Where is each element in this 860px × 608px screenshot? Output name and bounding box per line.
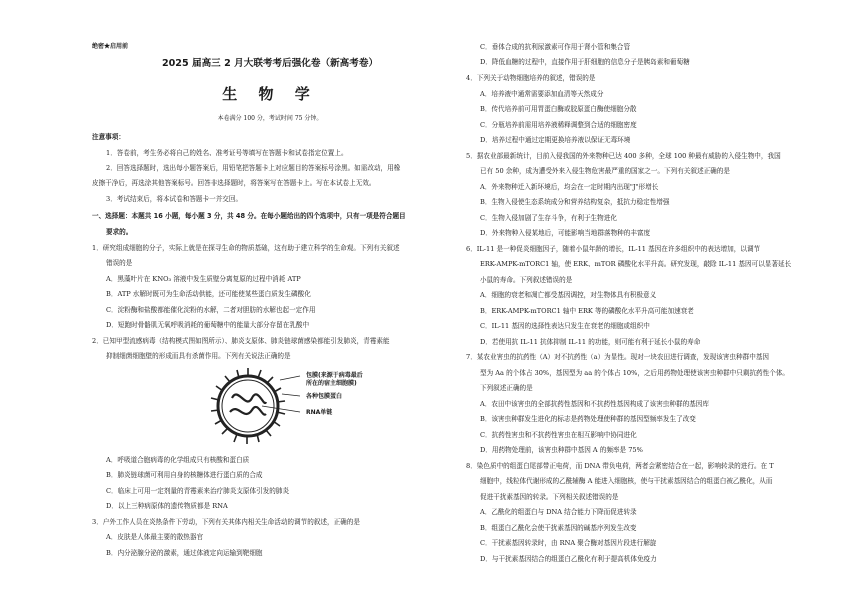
note-line: 3．考试结束后，将本试卷和答题卡一并交回。 bbox=[106, 195, 243, 203]
question-7-stem: 下列叙述正确的是 bbox=[480, 384, 533, 392]
note-line: 1．答卷前，考生务必将自己的姓名、准考证号等填写在答题卡和试卷指定位置上。 bbox=[106, 149, 348, 157]
question-3-stem: 3．户外工作人员在炎热条件下劳动，下列有关其体内相关生命活动的调节的叙述，正确的是 bbox=[92, 518, 360, 526]
section-heading-cont: 要求的。 bbox=[106, 228, 133, 236]
question-2-stem: 2．已知甲型流感病毒（结构模式图如图所示）、肺炎支原体、肺炎链球菌感染都能引发肺炎，青霉素能 bbox=[92, 337, 390, 345]
envelope-protein-label: 各种包膜蛋白 bbox=[306, 393, 343, 400]
question-option: B．组蛋白乙酰化会使干扰素基因的碱基序列发生改变 bbox=[480, 524, 637, 532]
envelope-label-cont: 所在的宿主细胞膜) bbox=[306, 380, 357, 387]
question-option: D．用药物处理前，该害虫种群中基因 A 的频率是 75% bbox=[480, 446, 643, 454]
question-1-stem: 错误的是 bbox=[106, 259, 133, 267]
question-7-stem: 型为 Aa 的个体占 30%，基因型为 aa 的个体占 10%，之后用药物处理使该害虫种群中只剩抗药性个体。 bbox=[480, 369, 790, 377]
question-1-option: B．ATP 水解时既可为生命活动供能，还可能使某些蛋白质发生磷酸化 bbox=[106, 290, 311, 298]
question-1-stem: 1．研究组成细胞的分子，实际上就是在探寻生命的物质基础，这有助于建立科学的生命观。下列有关叙述 bbox=[92, 244, 400, 252]
question-1-option: C．淀粉酶和盐酸都能催化淀粉的水解，二者对胆肪的水解也起一定作用 bbox=[106, 306, 316, 314]
question-option: B．ERK-AMPK-mTORC1 轴中 ERK 等的磷酸化水平升高可能加速衰老 bbox=[480, 307, 694, 315]
question-option: C．垂体合成的抗利尿激素可作用于肾小管和集合管 bbox=[480, 43, 631, 51]
exam-title: 2025 届高三 2 月大联考考后强化卷（新高考卷） bbox=[161, 58, 379, 69]
note-line: 2．回答选择题时，选出每小题答案后，用铅笔把答题卡上对应题目的答案标号涂黑。如需改动，用橡 bbox=[106, 164, 401, 172]
question-8-stem: 促进干扰素基因的转录。下列相关叙述错误的是 bbox=[480, 493, 619, 501]
question-5-stem: 5．据农业部最新统计，目前入侵我国的外来物种已达 400 多种，全球 100 种最有威胁的入侵生物中，我国 bbox=[466, 152, 781, 160]
question-option: D．与干扰素基因结合的组蛋白乙酰化有利于提高机体免疫力 bbox=[480, 555, 657, 563]
question-option: C．IL-11 基因的选择性表达只发生在衰老的细胞或组织中 bbox=[480, 322, 650, 330]
question-option: C．生物入侵加剧了生存斗争，有利于生物进化 bbox=[480, 214, 617, 222]
question-2-option: B．肺炎链球菌可利用自身的核糖体进行蛋白质的合成 bbox=[106, 471, 263, 479]
question-1-option: A．黑藻叶片在 KNO₃ 溶液中发生质壁分离复原的过程中消耗 ATP bbox=[106, 275, 301, 283]
question-option: D．若使用抗 IL-11 抗体抑制 IL-11 的功能，则可能有利于延长小鼠的寿命 bbox=[480, 338, 701, 346]
question-option: B．传代培养前可用胃蛋白酶或胶原蛋白酶使细胞分散 bbox=[480, 105, 637, 113]
question-4-stem: 4．下列关于动物细胞培养的叙述，错误的是 bbox=[466, 74, 596, 82]
question-8-stem: 细胞中，线粒体代谢形成的乙酰辅酶 A 能进入细胞核，使与干扰素基因结合的组蛋白被乙酰化，从而 bbox=[480, 477, 773, 485]
question-option: D．培养过程中通过定期更换培养液以保证无毒环境 bbox=[480, 136, 631, 144]
question-option: D．降低血糖的过程中，直接作用于肝细胞的信息分子是胰岛素和葡萄糖 bbox=[480, 58, 690, 66]
note-line: 皮擦干净后，再选涂其他答案标号。回答非选择题时，将答案写在答题卡上。写在本试卷上无效。 bbox=[92, 179, 376, 187]
question-option: C．抗药性害虫和不抗药性害虫在相互影响中协同进化 bbox=[480, 431, 637, 439]
inner-membrane bbox=[222, 380, 274, 432]
question-option: A．培养液中通常需要添加血清等天然成分 bbox=[480, 90, 604, 98]
question-option: A．农田中该害虫的全部抗药性基因和不抗药性基因构成了该害虫种群的基因库 bbox=[480, 400, 709, 408]
question-option: B．生物入侵使生态系统成分和营养结构复杂，抵抗力稳定性增强 bbox=[480, 198, 670, 206]
section-heading: 一、选择题：本题共 16 小题，每小题 3 分，共 48 分。在每小题给出的四个选项中，只有一项是符合题目 bbox=[92, 212, 406, 220]
question-2-option: C．临床上可用一定剂量的青霉素来治疗肺炎支原体引发的肺炎 bbox=[106, 487, 290, 495]
question-option: D．外来物种入侵某地后，可能影响当地群落物种的丰富度 bbox=[480, 229, 651, 237]
notes-heading: 注意事项： bbox=[92, 133, 125, 141]
question-8-stem: 8．染色质中的组蛋白尾部带正电荷，而 DNA 带负电荷，两者会紧密结合在一起，影响转录的进行。在 T bbox=[466, 462, 774, 470]
rna-label: RNA单链 bbox=[306, 409, 333, 416]
question-6-stem: ERK-AMPK-mTORC1 轴，使 ERK、mTOR 磷酸化水平升高。研究发现，敲除 IL-11 基因可以显著延长 bbox=[480, 260, 792, 268]
question-1-option: D．短跑时骨骼肌无氧呼吸消耗的葡萄糖中的能量大部分存留在乳酸中 bbox=[106, 321, 310, 329]
envelope-label: 包膜(来源于病毒最后 bbox=[306, 372, 363, 379]
question-6-stem: 小鼠的寿命。下列叙述错误的是 bbox=[480, 276, 573, 284]
question-3-option: B．内分泌腺分泌的激素，通过体液定向运输到靶细胞 bbox=[106, 549, 263, 557]
question-option: A．外来物种迁入新环境后，均会在一定时期内出现"J"形增长 bbox=[480, 183, 659, 191]
question-5-stem: 已有 50 余种，成为遭受外来入侵生物危害最严重的国家之一。下列有关叙述正确的是 bbox=[480, 167, 730, 175]
question-6-stem: 6．IL-11 是一种促炎细胞因子，随着小鼠年龄的增长，IL-11 基因在许多组织中的表达增加，以调节 bbox=[466, 245, 761, 253]
influenza-virus-diagram bbox=[196, 366, 406, 446]
question-option: A．乙酰化的组蛋白与 DNA 结合能力下降而促进转录 bbox=[480, 508, 637, 516]
question-7-stem: 7．某农业害虫的抗药性（A）对不抗药性（a）为显性。现对一块农田进行调查，发现该害虫种群中基因 bbox=[466, 353, 770, 361]
question-3-option: A．皮肤是人体最主要的散热器官 bbox=[106, 533, 204, 541]
exam-meta: 本卷满分 100 分，考试时间 75 分钟。 bbox=[217, 115, 323, 122]
subject-title: 生 物 学 bbox=[222, 85, 318, 103]
question-option: C．干扰素基因转录时，由 RNA 聚合酶对基因片段进行解旋 bbox=[480, 539, 657, 547]
question-option: B．该害虫种群发生进化的标志是药物处理使种群的基因型频率发生了改变 bbox=[480, 415, 696, 423]
question-2-option: A．呼吸道合胞病毒的化学组成只有核酸和蛋白质 bbox=[106, 456, 250, 464]
question-2-option: D．以上三种病原体的遗传物质都是 RNA bbox=[106, 502, 228, 510]
question-option: A．细胞的衰老和凋亡都受基因调控，对生物体具有积极意义 bbox=[480, 291, 657, 299]
question-2-stem: 抑制细菌细胞壁的形成而具有杀菌作用。下列有关说法正确的是 bbox=[106, 352, 291, 360]
confidential-mark: 绝密★启用前 bbox=[92, 43, 129, 50]
question-option: C．分瓶培养前需用培养液稀释调整到合适的细胞密度 bbox=[480, 121, 637, 129]
